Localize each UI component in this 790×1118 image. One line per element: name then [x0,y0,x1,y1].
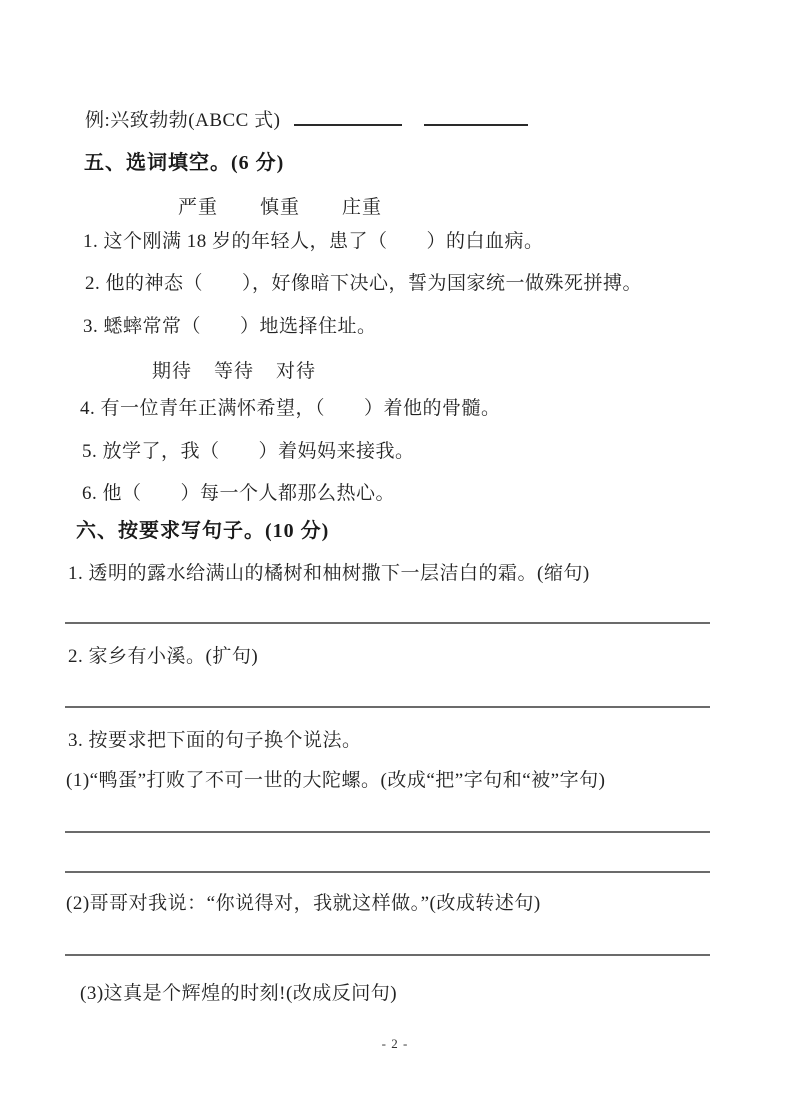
question-item: 2. 他的神态（ ），好像暗下决心，誓为国家统一做殊死拼搏。 [85,273,643,294]
page-number: - 2 - [381,1036,409,1051]
word-bank-word: 庄重 [342,197,383,218]
word-bank-word: 慎重 [260,197,301,218]
section-five-heading: 五、选词填空。(6 分) [84,152,285,174]
answer-line [65,622,710,624]
word-bank-word: 期待 [152,361,193,382]
question-subitem: (1)“鸭蛋”打败了不可一世的大陀螺。(改成“把”字句和“被”字句) [66,770,606,791]
answer-line [65,831,710,833]
example-blank-1 [294,104,402,126]
answer-line [65,706,710,708]
question-item: 3. 蟋蟀常常（ ）地选择住址。 [83,316,377,337]
example-text: 例:兴致勃勃(ABCC 式) [85,110,281,131]
word-bank-2 [152,356,316,383]
question-item: 1. 透明的露水给满山的橘树和柚树撒下一层洁白的霜。(缩句) [68,563,590,584]
word-bank-word: 等待 [214,361,255,382]
question-item: 3. 按要求把下面的句子换个说法。 [68,730,362,751]
question-item: 1. 这个刚满 18 岁的年轻人，患了（ ）的白血病。 [83,231,544,252]
question-subitem: (2)哥哥对我说：“你说得对，我就这样做。”(改成转述句) [66,893,541,914]
example-blank-2 [424,104,528,126]
section-six-heading: 六、按要求写句子。(10 分) [76,520,330,542]
word-bank-word: 对待 [276,361,317,382]
answer-line [65,954,710,956]
question-item: 2. 家乡有小溪。(扩句) [68,646,259,667]
word-bank-word: 严重 [178,197,219,218]
word-bank-1 [178,192,382,219]
question-item: 5. 放学了，我（ ）着妈妈来接我。 [82,441,415,462]
question-subitem: (3)这真是个辉煌的时刻!(改成反问句) [80,983,398,1004]
answer-line [65,871,710,873]
question-item: 4. 有一位青年正满怀希望，（ ）着他的骨髓。 [80,398,501,419]
question-item: 6. 他（ ）每一个人都那么热心。 [82,483,396,504]
example-line [85,104,528,133]
